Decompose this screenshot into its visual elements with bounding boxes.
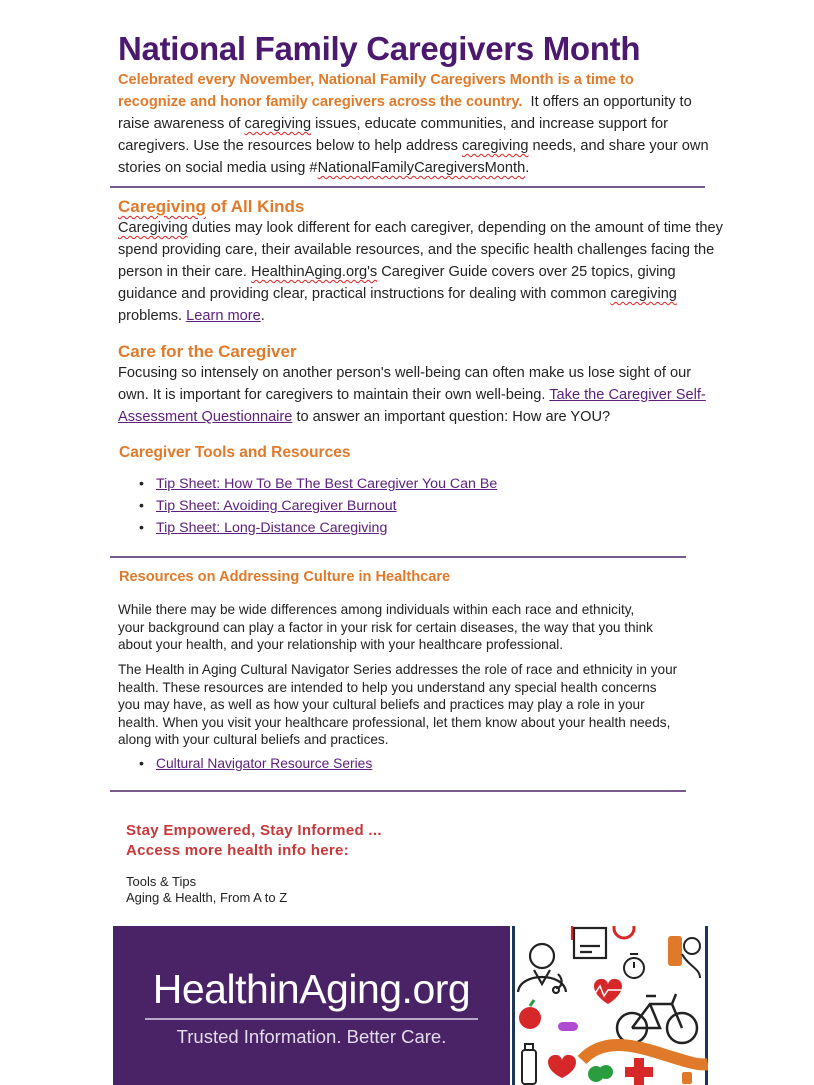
cta-line: Stay Empowered, Stay Informed ... [126, 822, 382, 839]
body-text: to answer an important question: How are YOU? [292, 409, 611, 425]
intro-text: issues, educate communities, and increase support for [311, 116, 668, 132]
tip-sheet-link-long-distance[interactable]: Tip Sheet: Long-Distance Caregiving [156, 520, 388, 536]
culture-list [139, 753, 372, 775]
body-text: . [260, 308, 265, 324]
small-bottle-icon [682, 1072, 692, 1084]
care-paragraph [118, 362, 718, 428]
brand-banner[interactable] [113, 926, 510, 1085]
tools-tips-link[interactable]: Tools & Tips [126, 874, 197, 889]
cta-line: Access more health info here: [126, 842, 349, 859]
section-title-tools: Caregiver Tools and Resources [119, 444, 351, 461]
intro-text: needs, and share your own [528, 138, 709, 154]
bicycle-icon [617, 994, 697, 1043]
page-title: National Family Caregivers Month [118, 30, 641, 67]
ring-icon [614, 926, 634, 938]
body-text: guidance and providing clear, practical instructions for dealing with common [118, 286, 611, 302]
doctor-icon [518, 944, 566, 993]
heart-small-icon [548, 1055, 576, 1078]
divider [110, 186, 705, 188]
intro-text: It offers an opportunity to [530, 94, 692, 110]
caregiving-kinds-paragraph [118, 217, 723, 327]
apple-icon [519, 1000, 541, 1029]
section-title-caregiving-kinds [118, 197, 304, 217]
medical-cross-icon [625, 1058, 653, 1085]
body-text: Caregiving [118, 220, 188, 236]
list-item [139, 473, 497, 495]
learn-more-link[interactable]: Learn more [186, 308, 261, 324]
intro-text: caregiving [244, 116, 312, 132]
intro-highlight: Celebrated every November, National Family Caregivers Month is a time to [118, 72, 634, 88]
tip-sheet-link-burnout[interactable]: Tip Sheet: Avoiding Caregiver Burnout [156, 498, 397, 514]
footer-links [126, 874, 287, 906]
cta-heading [126, 821, 382, 861]
heart-icon [582, 979, 632, 1004]
body-text: HealthinAging.org's [251, 264, 378, 280]
intro-text: . [525, 160, 530, 176]
body-text: own. It is important for caregivers to maintain their own well-being. [118, 387, 550, 403]
section-title-culture: Resources on Addressing Culture in Healthcare [119, 569, 451, 585]
hashtag: NationalFamilyCaregiversMonth [317, 160, 526, 176]
bottle-icon [522, 1044, 536, 1084]
body-text: spend providing care, their available resources, and the specific health challenges facing the [118, 242, 715, 258]
brand-tagline: Trusted Information. Better Care. [176, 1026, 447, 1047]
clipboard-icon [572, 926, 606, 958]
body-text: Focusing so intensely on another person's well-being can often make us lose sight of our [118, 365, 692, 381]
cultural-navigator-link[interactable]: Cultural Navigator Resource Series [156, 756, 373, 771]
intro-text: stories on social media using # [118, 160, 318, 176]
divider [110, 790, 686, 792]
intro-highlight: recognize and honor family caregivers across the country. [118, 94, 523, 110]
section-title-care-for-caregiver: Care for the Caregiver [118, 342, 297, 361]
body-text: caregiving [610, 286, 677, 302]
broccoli-icon [588, 1065, 613, 1082]
tools-list [139, 473, 497, 539]
intro-paragraph [118, 69, 718, 179]
list-item [139, 495, 497, 517]
banner-divider [145, 1018, 478, 1020]
culture-paragraph-2: The Health in Aging Cultural Navigator Series addresses the role of race and ethnicity in your health. These resources are intended to help you understand any special health concerns you may have, as well as how your cultural beliefs and practices may play a role in your health. When you visit your healthcare professional, let them know about your health needs, along with your cultural beliefs and practices. [118, 662, 678, 747]
list-item [139, 517, 497, 539]
brand-name: HealthinAging.org [152, 966, 471, 1012]
body-text: person in their care. [118, 264, 252, 280]
body-text: duties may look different for each caregiver, depending on the amount of time they [187, 220, 723, 236]
stopwatch-icon [624, 954, 644, 978]
body-text: Caregiver Guide covers over 25 topics, giving [377, 264, 676, 280]
section-title-text: Caregiving [118, 197, 206, 216]
road-shape [582, 1045, 708, 1064]
section-title-text: of All Kinds [205, 197, 305, 216]
pill-icon [558, 1022, 578, 1031]
body-text: problems. [118, 308, 187, 324]
health-illustration [512, 926, 708, 1085]
intro-text: caregivers. Use the resources below to help address [118, 138, 462, 154]
self-assessment-link[interactable]: Assessment Questionnaire [118, 409, 293, 425]
blood-pressure-icon [668, 936, 700, 978]
aging-health-link[interactable]: Aging & Health, From A to Z [126, 890, 288, 905]
list-item [139, 753, 372, 775]
intro-text: raise awareness of [118, 116, 245, 132]
divider [110, 556, 686, 558]
tip-sheet-link-best-caregiver[interactable]: Tip Sheet: How To Be The Best Caregiver You Can Be [156, 476, 498, 492]
intro-text: caregiving [461, 138, 529, 154]
culture-paragraph-1: While there may be wide differences among individuals within each race and ethnicity, your background can play a factor in your risk for certain diseases, the way that you think about your health, and your relationship with your healthcare professional. [118, 602, 653, 652]
health-icons-illustration [512, 926, 708, 1085]
self-assessment-link[interactable]: Take the Caregiver Self- [549, 387, 706, 403]
